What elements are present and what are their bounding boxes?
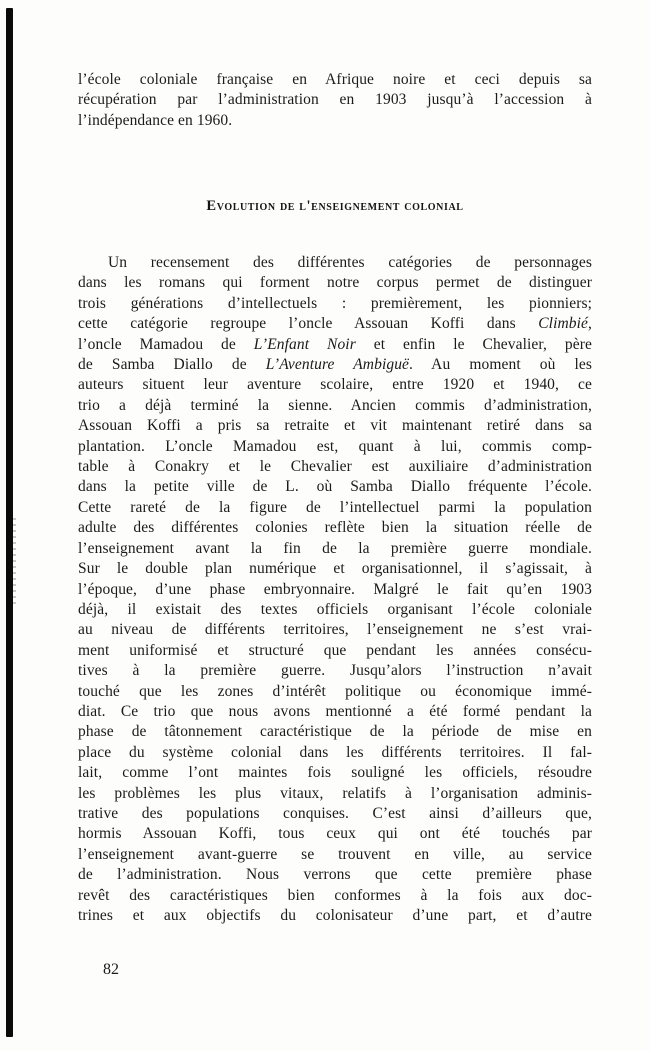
- text-line: [78, 477, 592, 497]
- text-line: [78, 294, 592, 314]
- italic-title-text: L’Enfant Noir: [253, 335, 356, 353]
- text-line: [78, 865, 592, 885]
- text-segment: cette catégorie regroupe l’oncle Assouan Koffi dans: [78, 315, 539, 333]
- text-segment: de l’administration. Nous verrons que cette première phase: [78, 866, 592, 884]
- text-line: [78, 539, 592, 559]
- text-line: [78, 335, 592, 355]
- text-segment: phase de tâtonnement caractéristique de la période de mise en: [78, 723, 592, 741]
- text-line: [78, 70, 592, 90]
- text-line: [78, 804, 592, 824]
- text-segment: de Samba Diallo de: [78, 356, 266, 374]
- text-line: [78, 111, 592, 131]
- text-line: [78, 722, 592, 742]
- text-segment: touché que les zones d’intérêt politique ou économique immé-: [78, 682, 592, 700]
- text-segment: déjà, il existait des textes officiels organisant l’école coloniale: [78, 600, 592, 618]
- text-segment: auteurs situent leur aventure scolaire, entre 1920 et 1940, ce: [78, 376, 592, 394]
- text-line: [78, 906, 592, 926]
- text-segment: . Au moment où les: [409, 356, 593, 374]
- text-line: [78, 314, 592, 334]
- text-line: [78, 457, 592, 477]
- text-segment: table à Conakry et le Chevalier est auxiliaire d’administration: [78, 458, 592, 476]
- text-line: [78, 375, 592, 395]
- text-line: [78, 273, 592, 293]
- text-segment: dans les romans qui forment notre corpus permet de distinguer: [78, 274, 592, 292]
- text-segment: lait, comme l’ont maintes fois souligné les officiels, résoudre: [78, 764, 592, 782]
- section-heading: Evolution de l'enseignement colonial: [206, 198, 464, 214]
- text-segment: hormis Assouan Koffi, tous ceux qui ont été touchés par: [78, 825, 592, 843]
- text-segment: adulte des différentes colonies reflète bien la situation réelle de: [78, 519, 592, 537]
- text-line: [78, 682, 592, 702]
- text-segment: Sur le double plan numérique et organisationnel, il s’agissait, à: [78, 560, 592, 578]
- text-line: [78, 641, 592, 661]
- text-line: [78, 763, 592, 783]
- scan-edge-bar: [6, 8, 13, 1037]
- text-segment: l’enseignement avant-guerre se trouvent en ville, au service: [78, 845, 592, 863]
- text-line: [78, 580, 592, 600]
- text-segment: ,: [588, 315, 592, 333]
- text-line: [78, 845, 592, 865]
- text-segment: dans la petite ville de L. où Samba Diallo fréquente l’école.: [78, 478, 592, 496]
- intro-paragraph: [78, 70, 592, 131]
- text-segment: trois générations d’intellectuels : premièrement, les pionniers;: [78, 294, 592, 312]
- text-segment: récupération par l’administration en 1903 jusqu’à l’accession à: [78, 91, 592, 109]
- text-line: [78, 600, 592, 620]
- body-paragraph: [78, 253, 592, 926]
- text-segment: l’indépendance en 1960.: [78, 111, 233, 129]
- text-segment: tives à la première guerre. Jusqu’alors l’instruction n’avait: [78, 662, 592, 680]
- text-segment: diat. Ce trio que nous avons mentionné a été formé pendant la: [78, 702, 592, 720]
- text-segment: et enfin le Chevalier, père: [355, 335, 592, 353]
- text-segment: place du système colonial dans les différents territoires. Il fal-: [78, 743, 592, 761]
- text-segment: trio a déjà terminé la sienne. Ancien commis d’administration,: [78, 396, 592, 414]
- text-line: [78, 253, 592, 273]
- text-line: [78, 620, 592, 640]
- text-segment: au niveau de différents territoires, l’enseignement ne s’est vrai-: [78, 621, 592, 639]
- text-segment: l’école coloniale française en Afrique noire et ceci depuis sa: [78, 71, 592, 88]
- text-line: [78, 90, 592, 110]
- text-segment: trines et aux objectifs du colonisateur d’une part, et d’autre: [78, 907, 592, 924]
- text-segment: Assouan Koffi a pris sa retraite et vit maintenant retiré dans sa: [78, 417, 592, 435]
- text-line: [78, 743, 592, 763]
- text-line: [78, 702, 592, 722]
- text-line: [78, 355, 592, 375]
- text-line: [78, 886, 592, 906]
- text-line: [78, 498, 592, 518]
- text-line: [78, 559, 592, 579]
- text-segment: l’enseignement avant la fin de la première guerre mondiale.: [78, 539, 592, 557]
- text-line: [78, 416, 592, 436]
- text-segment: trative des populations conquises. C’est ainsi d’ailleurs que,: [78, 804, 592, 822]
- text-segment: plantation. L’oncle Mamadou est, quant à lui, commis comp-: [78, 437, 592, 455]
- text-segment: Cette rareté de la figure de l’intellectuel parmi la population: [78, 498, 592, 516]
- scan-speckle-artifact: [13, 518, 16, 608]
- text-line: [78, 824, 592, 844]
- text-line: [78, 396, 592, 416]
- text-line: [78, 784, 592, 804]
- text-segment: l’époque, d’une phase embryonnaire. Malgré le fait qu’en 1903: [78, 580, 592, 598]
- text-segment: l’oncle Mamadou de: [78, 335, 254, 353]
- italic-title-text: Climbié: [538, 315, 589, 333]
- page-number: 82: [103, 961, 119, 978]
- text-line: [78, 437, 592, 457]
- text-segment: revêt des caractéristiques bien conformes à la fois aux doc-: [78, 886, 592, 904]
- text-segment: ment uniformisé et structuré que pendant les années consécu-: [78, 641, 592, 659]
- text-line: [78, 661, 592, 681]
- text-segment: les problèmes les plus vitaux, relatifs à l’organisation adminis-: [78, 784, 592, 802]
- text-line: [78, 518, 592, 538]
- text-segment: Un recensement des différentes catégories de personnages: [108, 254, 592, 271]
- italic-title-text: L’Aventure Ambiguë: [265, 356, 410, 374]
